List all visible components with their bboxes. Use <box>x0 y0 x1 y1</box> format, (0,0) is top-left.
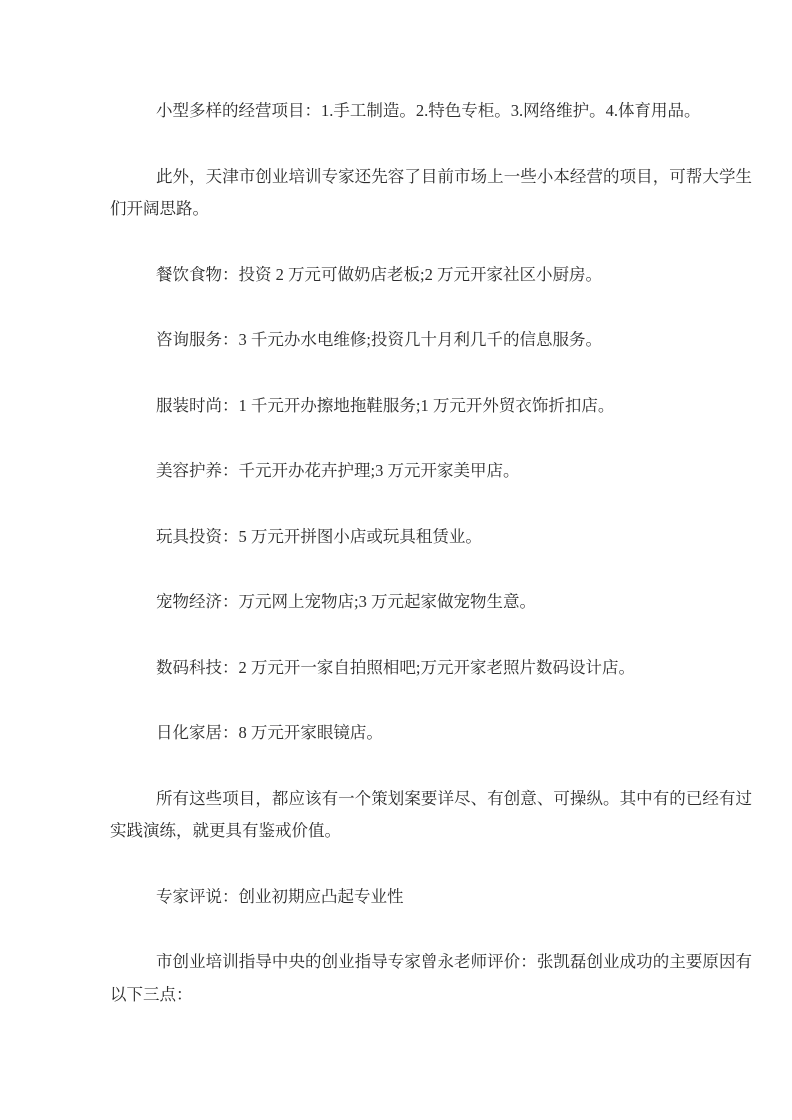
paragraph-household-goods: 日化家居：8 万元开家眼镜店。 <box>156 723 383 742</box>
paragraph-intro-tianjin-experts: 此外，天津市创业培训专家还先容了目前市场上一些小本经营的项目，可帮大学生们开阔思路。 <box>110 166 752 218</box>
paragraph-expert-commentary-heading: 专家评说：创业初期应凸起专业性 <box>156 886 404 906</box>
paragraph-fashion-apparel: 服装时尚：1 千元开办擦地拖鞋服务;1 万元开外贸衣饰折扣店。 <box>156 395 615 415</box>
paragraph-planning-advice: 所有这些项目，都应该有一个策划案要详尽、有创意、可操纵。其中有的已经有过实践演练，就更具有鉴戒价值。 <box>110 788 752 840</box>
paragraph-consulting-services: 咨询服务：3 千元办水电维修;投资几十月利几千的信息服务。 <box>156 330 602 349</box>
paragraph-digital-technology: 数码科技：2 万元开一家自拍照相吧;万元开家老照片数码设计店。 <box>156 657 635 677</box>
paragraph-toy-investment: 玩具投资：5 万元开拼图小店或玩具租赁业。 <box>156 526 482 546</box>
paragraph-catering-food: 餐饮食物：投资 2 万元可做奶店老板;2 万元开家社区小厨房。 <box>156 264 602 284</box>
paragraph-business-projects-list: 小型多样的经营项目：1.手工制造。2.特色专柜。3.网络维护。4.体育用品。 <box>156 101 701 120</box>
paragraph-beauty-care: 美容护养：千元开办花卉护理;3 万元开家美甲店。 <box>156 461 520 480</box>
paragraph-pet-economy: 宠物经济：万元网上宠物店;3 万元起家做宠物生意。 <box>156 592 536 611</box>
paragraph-expert-evaluation: 市创业培训指导中央的创业指导专家曾永老师评价：张凯磊创业成功的主要原因有以下三点： <box>110 952 752 1004</box>
document-body <box>110 95 752 1011</box>
